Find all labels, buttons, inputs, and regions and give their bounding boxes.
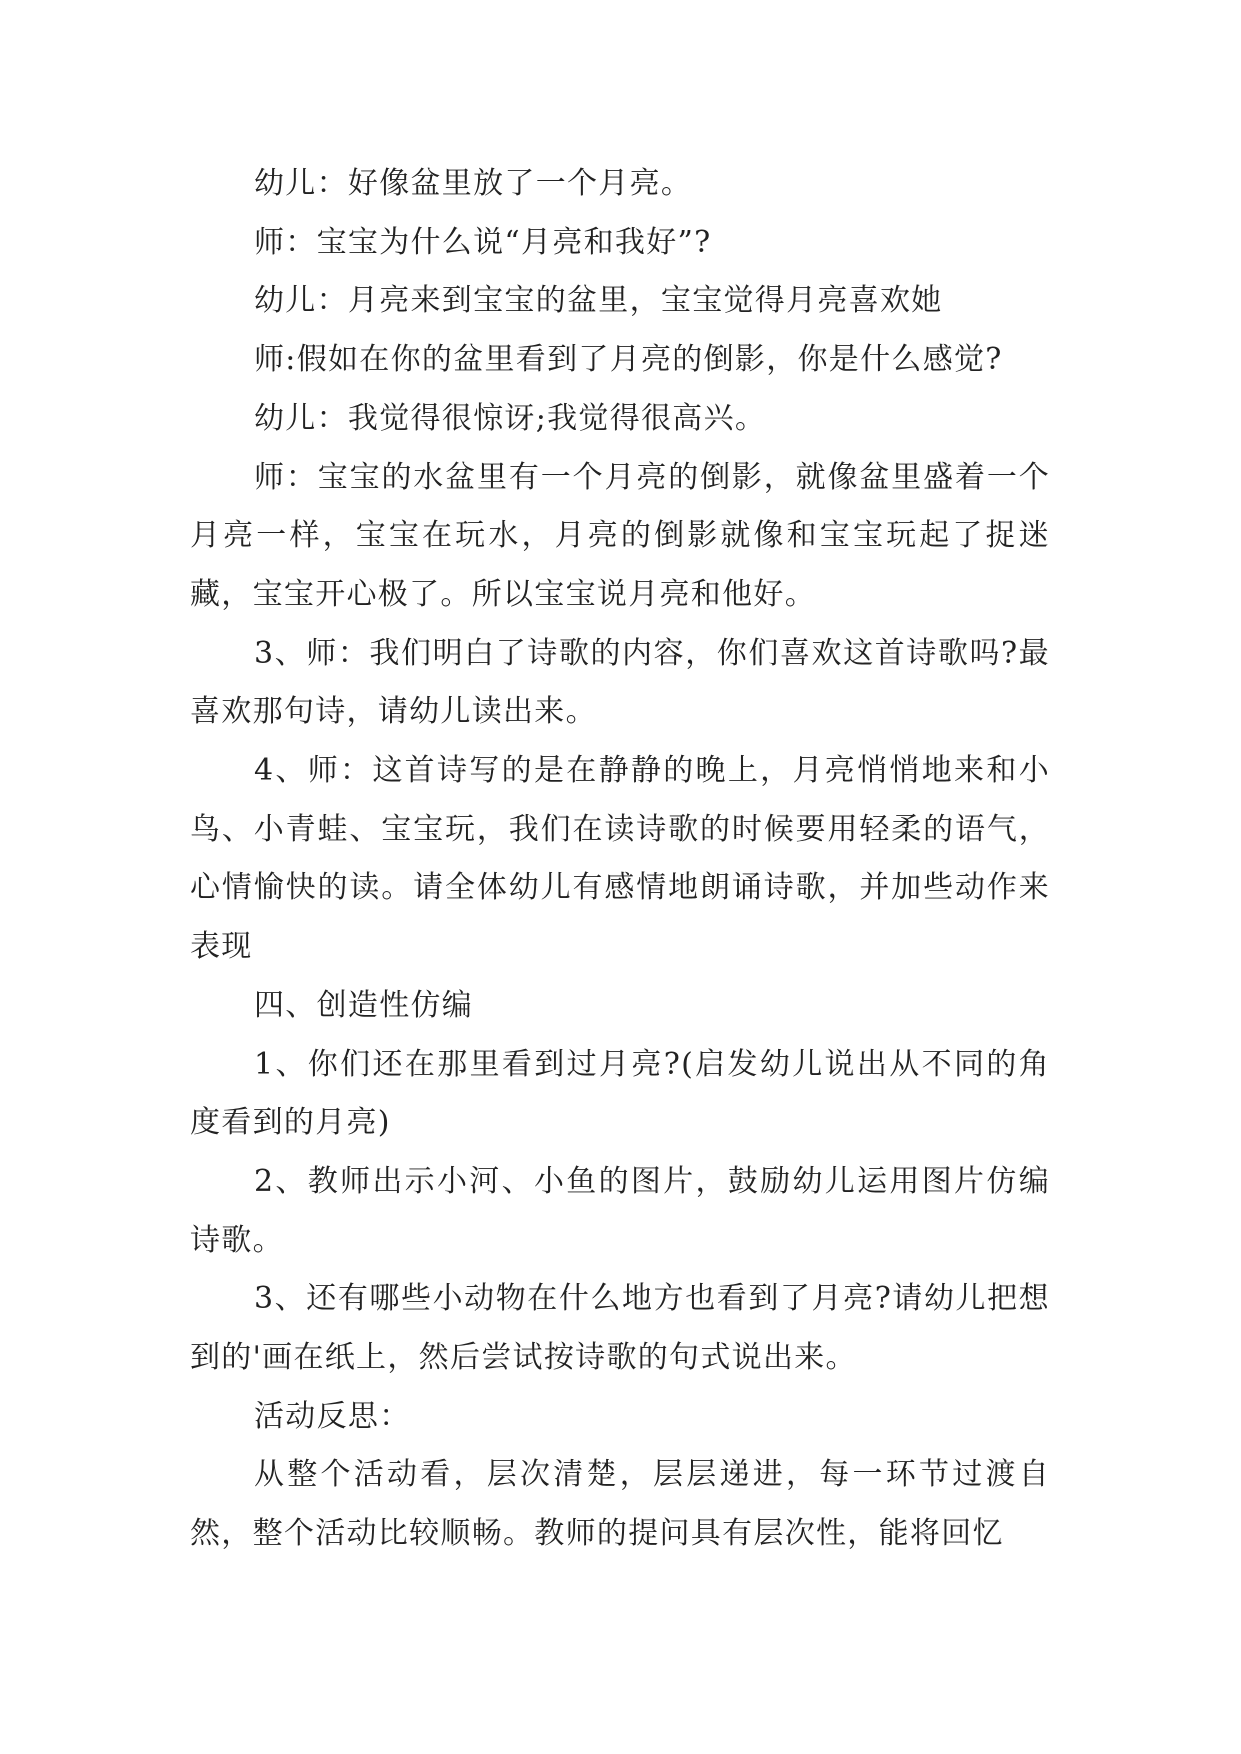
section-heading-creative: 四、创造性仿编: [254, 987, 474, 1023]
dialogue-child-1: 幼儿：好像盆里放了一个月亮。: [254, 166, 693, 201]
reflection-paragraph: 从整个活动看，层次清楚，层层递进，每一环节过渡自然，整个活动比较顺畅。教师的提问具有层次性，能将回忆: [190, 1457, 1050, 1552]
section-heading-reflection: 活动反思：: [254, 1398, 411, 1434]
dialogue-teacher-1: 师：宝宝为什么说“月亮和我好”?: [254, 224, 712, 260]
dialogue-child-2: 幼儿：月亮来到宝宝的盆里，宝宝觉得月亮喜欢她: [254, 283, 943, 319]
document-page: [190, 155, 1050, 1564]
dialogue-teacher-2: 师:假如在你的盆里看到了月亮的倒影，你是什么感觉?: [254, 342, 1003, 378]
creative-item-2: 2、教师出示小河、小鱼的图片，鼓励幼儿运用图片仿编诗歌。: [190, 1163, 1050, 1258]
creative-item-1: 1、你们还在那里看到过月亮?(启发幼儿说出从不同的角度看到的月亮): [190, 1046, 1050, 1141]
step-3-paragraph: 3、师：我们明白了诗歌的内容，你们喜欢这首诗歌吗?最喜欢那句诗，请幼儿读出来。: [190, 635, 1050, 730]
dialogue-teacher-3: 师：宝宝的水盆里有一个月亮的倒影，就像盆里盛着一个月亮一样，宝宝在玩水，月亮的倒影就像和宝宝玩起了捉迷藏，宝宝开心极了。所以宝宝说月亮和他好。: [190, 459, 1050, 612]
creative-item-3: 3、还有哪些小动物在什么地方也看到了月亮?请幼儿把想到的'画在纸上，然后尝试按诗歌的句式说出来。: [190, 1281, 1050, 1376]
dialogue-child-3: 幼儿：我觉得很惊讶;我觉得很高兴。: [254, 400, 767, 436]
step-4-paragraph: 4、师：这首诗写的是在静静的晚上，月亮悄悄地来和小鸟、小青蛙、宝宝玩，我们在读诗歌的时候要用轻柔的语气，心情愉快的读。请全体幼儿有感情地朗诵诗歌，并加些动作来表现: [190, 753, 1050, 965]
